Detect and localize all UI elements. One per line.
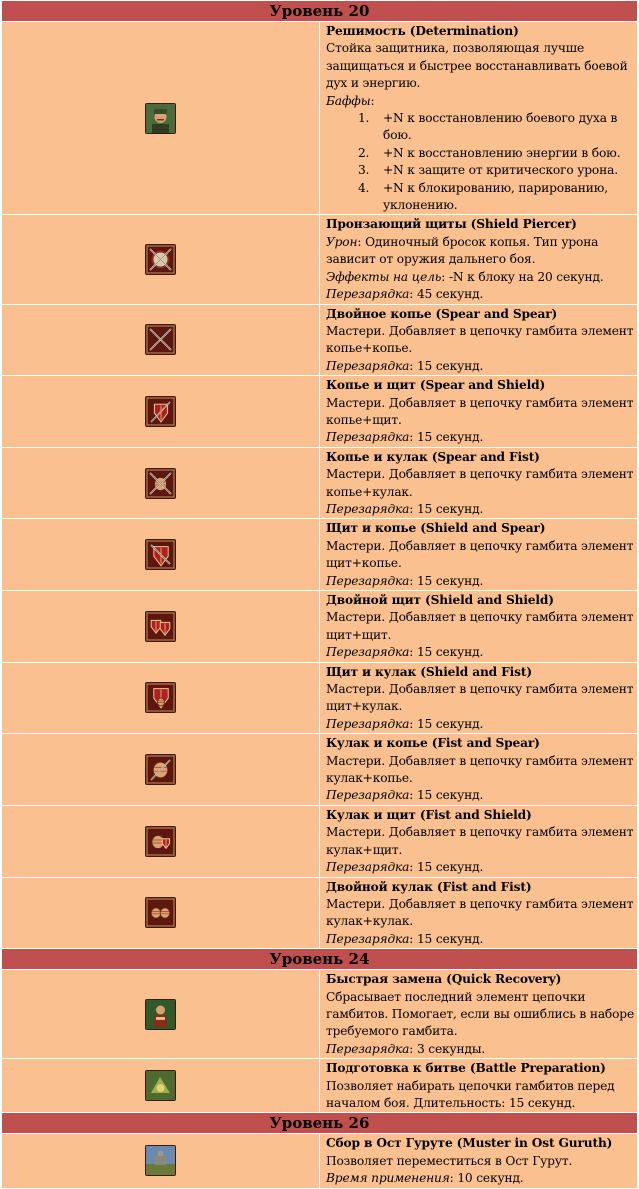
skill-effect: Эффекты на цель: -N к блоку на 20 секунд.	[326, 269, 604, 284]
skill-text-cell	[320, 1059, 638, 1113]
skill-description: Мастери. Добавляет в цепочку гамбита элемент кулак+щит.	[326, 825, 634, 857]
shield-spear-icon	[145, 539, 176, 570]
skill-icon-cell	[2, 1059, 320, 1113]
skill-description: Мастери. Добавляет в цепочку гамбита элемент кулак+кулак.	[326, 896, 634, 929]
shield-piercer-icon	[145, 244, 176, 275]
skill-row	[2, 805, 638, 877]
level-title: Уровень 24	[2, 949, 638, 970]
skill-text-cell	[320, 215, 638, 304]
level-header-row	[2, 1, 638, 22]
buff-item: 1. +N к восстановлению боевого духа в бою.	[373, 110, 637, 145]
skill-icon-cell	[2, 805, 320, 877]
buff-item: 3. +N к защите от критического урона.	[373, 162, 637, 179]
skill-text-cell	[320, 447, 638, 519]
spear-spear-icon	[145, 324, 176, 355]
skill-name: Двойной кулак (Fist and Fist)	[326, 879, 532, 894]
spear-fist-icon	[145, 468, 176, 499]
level-title: Уровень 26	[2, 1113, 638, 1134]
cooldown-label: Перезарядка	[326, 573, 410, 588]
skill-name: Кулак и копье (Fist and Spear)	[326, 736, 540, 751]
skill-name: Быстрая замена (Quick Recovery)	[326, 972, 562, 987]
skill-name: Решимость (Determination)	[326, 24, 519, 38]
skill-name: Копье и щит (Spear and Shield)	[326, 378, 546, 393]
skill-usetime: Время применения: 10 секунд.	[326, 1171, 524, 1186]
skill-text-cell	[320, 22, 638, 215]
skill-description: Мастери. Добавляет в цепочку гамбита элемент щит+копье.	[326, 538, 634, 571]
skill-row	[2, 970, 638, 1059]
skill-text-cell	[320, 519, 638, 591]
effect-label: Эффекты на цель	[326, 269, 442, 284]
skill-name: Кулак и щит (Fist and Shield)	[326, 807, 532, 822]
skill-icon-cell	[2, 376, 320, 448]
skill-icon-cell	[2, 970, 320, 1059]
muster-ost-guruth-icon	[145, 1145, 176, 1176]
cooldown-label: Перезарядка	[326, 716, 410, 731]
skill-icon-cell	[2, 519, 320, 591]
skill-description: Сбрасывает последний элемент цепочки гамбитов. Помогает, если вы ошиблись в наборе требуемого гамбита.	[326, 989, 635, 1039]
fist-shield-icon	[145, 826, 176, 857]
skill-row	[2, 304, 638, 376]
skill-cooldown: Перезарядка: 15 секунд.	[326, 716, 484, 731]
skill-damage: Урон: Одиночный бросок копья. Тип урона зависит от оружия дальнего боя.	[326, 234, 599, 267]
skill-text-cell	[320, 376, 638, 448]
skill-icon-cell	[2, 591, 320, 663]
buff-item: 4. +N к блокированию, парированию, уклонению.	[373, 180, 637, 215]
skill-row	[2, 376, 638, 448]
skill-name: Двойное копье (Spear and Spear)	[326, 306, 558, 321]
skill-cooldown: Перезарядка: 15 секунд.	[326, 501, 484, 516]
skill-name: Щит и копье (Shield and Spear)	[326, 521, 546, 536]
skill-icon-cell	[2, 734, 320, 806]
skill-name: Щит и кулак (Shield and Fist)	[326, 664, 532, 679]
level-header-row	[2, 1113, 638, 1134]
skill-cooldown: Перезарядка: 15 секунд.	[326, 573, 484, 588]
level-header-row	[2, 949, 638, 970]
skill-icon-cell	[2, 877, 320, 949]
battle-preparation-icon	[145, 1070, 176, 1101]
skill-row	[2, 215, 638, 304]
skill-description: Мастери. Добавляет в цепочку гамбита элемент копье+копье.	[326, 323, 634, 356]
skill-row	[2, 519, 638, 591]
skill-cooldown: Перезарядка: 15 секунд.	[326, 860, 484, 875]
level-title: Уровень 20	[2, 1, 638, 22]
skill-cooldown: Перезарядка: 15 секунд.	[326, 430, 484, 445]
skill-cooldown: Перезарядка: 3 секунды.	[326, 1041, 486, 1056]
skill-cooldown: Перезарядка: 15 секунд.	[326, 358, 484, 373]
cooldown-label: Перезарядка	[326, 1041, 410, 1056]
cooldown-label: Перезарядка	[326, 645, 410, 660]
skill-name: Пронзающий щиты (Shield Piercer)	[326, 217, 577, 232]
buffs-list	[326, 110, 637, 214]
soldier-portrait-icon	[145, 103, 176, 134]
cooldown-label: Перезарядка	[326, 501, 410, 516]
quick-recovery-icon	[145, 999, 176, 1030]
skill-description: Стойка защитника, позволяющая лучше защищаться и быстрее восстанавливать боевой дух и энергию.	[326, 41, 628, 91]
skill-row	[2, 734, 638, 806]
spear-shield-icon	[145, 396, 176, 427]
buffs-heading: Баффы:	[326, 93, 375, 108]
skill-cooldown: Перезарядка: 45 секунд.	[326, 287, 484, 302]
buff-item: 2. +N к восстановлению энергии в бою.	[373, 145, 637, 162]
skill-row	[2, 662, 638, 734]
skill-icon-cell	[2, 1134, 320, 1188]
skill-cooldown: Перезарядка: 15 секунд.	[326, 645, 484, 660]
cooldown-label: Перезарядка	[326, 860, 410, 875]
fist-spear-icon	[145, 754, 176, 785]
skill-name: Двойной щит (Shield and Shield)	[326, 593, 554, 607]
skill-text-cell	[320, 662, 638, 734]
skill-text-cell	[320, 970, 638, 1059]
skill-text-cell	[320, 591, 638, 663]
shield-shield-icon	[145, 611, 176, 642]
skill-text-cell	[320, 805, 638, 877]
skill-description: Мастери. Добавляет в цепочку гамбита элемент копье+щит.	[326, 395, 634, 427]
skill-row	[2, 877, 638, 949]
skill-row	[2, 1059, 638, 1113]
skill-row	[2, 1134, 638, 1188]
skill-name: Подготовка к битве (Battle Preparation)	[326, 1061, 606, 1076]
cooldown-label: Перезарядка	[326, 430, 410, 445]
skill-description: Мастери. Добавляет в цепочку гамбита элемент щит+щит.	[326, 610, 634, 642]
skill-icon-cell	[2, 22, 320, 215]
usetime-label: Время применения	[326, 1171, 450, 1186]
skill-description: Позволяет набирать цепочки гамбитов перед началом боя. Длительность: 15 секунд.	[326, 1078, 615, 1110]
skill-description: Позволяет переместиться в Ост Гурут.	[326, 1153, 573, 1168]
shield-fist-icon	[145, 682, 176, 713]
skill-name: Копье и кулак (Spear and Fist)	[326, 449, 540, 464]
skill-icon-cell	[2, 304, 320, 376]
skill-icon-cell	[2, 662, 320, 734]
skill-cooldown: Перезарядка: 15 секунд.	[326, 931, 484, 946]
skill-text-cell	[320, 877, 638, 949]
skill-row	[2, 447, 638, 519]
skill-cooldown: Перезарядка: 15 секунд.	[326, 788, 484, 803]
skill-text-cell	[320, 304, 638, 376]
skill-name: Сбор в Ост Гуруте (Muster in Ost Guruth)	[326, 1136, 613, 1151]
skill-icon-cell	[2, 215, 320, 304]
skill-description: Мастери. Добавляет в цепочку гамбита элемент щит+кулак.	[326, 682, 634, 714]
cooldown-label: Перезарядка	[326, 931, 410, 946]
skill-icon-cell	[2, 447, 320, 519]
cooldown-label: Перезарядка	[326, 788, 410, 803]
skill-row	[2, 22, 638, 215]
skill-description: Мастери. Добавляет в цепочку гамбита элемент копье+кулак.	[326, 467, 634, 499]
cooldown-label: Перезарядка	[326, 358, 410, 373]
skill-text-cell	[320, 1134, 638, 1188]
skill-description: Мастери. Добавляет в цепочку гамбита элемент кулак+копье.	[326, 753, 634, 786]
cooldown-label: Перезарядка	[326, 287, 410, 302]
skill-text-cell	[320, 734, 638, 806]
damage-label: Урон	[326, 234, 358, 249]
skill-row	[2, 591, 638, 663]
